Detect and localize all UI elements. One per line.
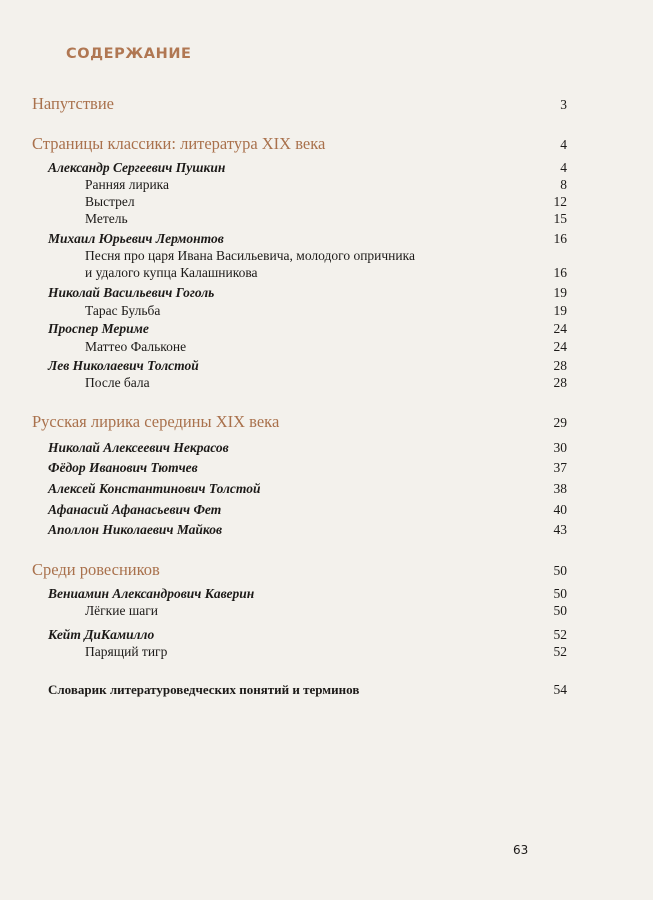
- entry-page: 29: [553, 415, 567, 430]
- entry-page: 16: [553, 231, 567, 246]
- entry-page: 30: [553, 440, 567, 455]
- entry-title: Николай Васильевич Гоголь: [48, 285, 215, 300]
- entry-title: Фёдор Иванович Тютчев: [48, 460, 198, 475]
- toc-heading: СОДЕРЖАНИЕ: [66, 46, 192, 62]
- entry-title: Вениамин Александрович Каверин: [48, 586, 255, 601]
- entry-page: 40: [553, 502, 567, 517]
- entry-title: Словарик литературоведческих понятий и терминов: [48, 682, 360, 697]
- entry-title: Лёгкие шаги: [85, 603, 158, 618]
- entry-title: Среди ровесников: [32, 560, 160, 579]
- entry-page: 43: [553, 522, 567, 537]
- entry-page: 8: [560, 177, 567, 192]
- entry-page: 4: [560, 160, 567, 175]
- entry-title: Алексей Константинович Толстой: [48, 481, 261, 496]
- entry-title: Тарас Бульба: [85, 303, 161, 318]
- entry-title: Николай Алексеевич Некрасов: [48, 440, 229, 455]
- entry-page: 52: [553, 627, 567, 642]
- entry-title: Проспер Мериме: [48, 321, 149, 336]
- entry-title: После бала: [85, 375, 150, 390]
- entry-title: Русская лирика середины XIX века: [32, 412, 280, 431]
- entry-page: 19: [553, 303, 567, 318]
- entry-page: 19: [553, 285, 567, 300]
- entry-page: 28: [553, 375, 567, 390]
- entry-title: Михаил Юрьевич Лермонтов: [48, 231, 224, 246]
- entry-page: 37: [553, 460, 567, 475]
- entry-page: 28: [553, 358, 567, 373]
- entry-page: 15: [553, 211, 567, 226]
- entry-page: 24: [553, 321, 567, 336]
- entry-title: Выстрел: [85, 194, 135, 209]
- entry-title: Маттео Фальконе: [85, 339, 187, 354]
- entry-title: и удалого купца Калашникова: [85, 265, 258, 280]
- entry-title: Парящий тигр: [85, 644, 168, 659]
- entry-page: 3: [560, 97, 567, 112]
- entry-title: Афанасий Афанасьевич Фет: [48, 502, 222, 517]
- entry-page: 50: [553, 603, 567, 618]
- entry-title: Александр Сергеевич Пушкин: [48, 160, 226, 175]
- entry-page: 38: [553, 481, 567, 496]
- entry-page: 50: [553, 586, 567, 601]
- entry-page: 54: [553, 682, 567, 697]
- entry-page: 52: [553, 644, 567, 659]
- entry-title: Песня про царя Ивана Васильевича, молодого опричника: [85, 248, 415, 263]
- entry-title: Аполлон Николаевич Майков: [48, 522, 223, 537]
- entry-page: 50: [553, 563, 567, 578]
- entry-page: 12: [553, 194, 567, 209]
- entry-title: Напутствие: [32, 94, 114, 113]
- entry-title: Лев Николаевич Толстой: [48, 358, 199, 373]
- entry-title: Ранняя лирика: [85, 177, 170, 192]
- entry-page: 24: [553, 339, 567, 354]
- entry-title: Страницы классики: литература XIX века: [32, 134, 326, 153]
- entry-page: 4: [560, 137, 567, 152]
- page-number: 63: [513, 843, 529, 857]
- entry-page: 16: [553, 265, 567, 280]
- entry-title: Метель: [85, 211, 128, 226]
- entry-title: Кейт ДиКамилло: [48, 627, 155, 642]
